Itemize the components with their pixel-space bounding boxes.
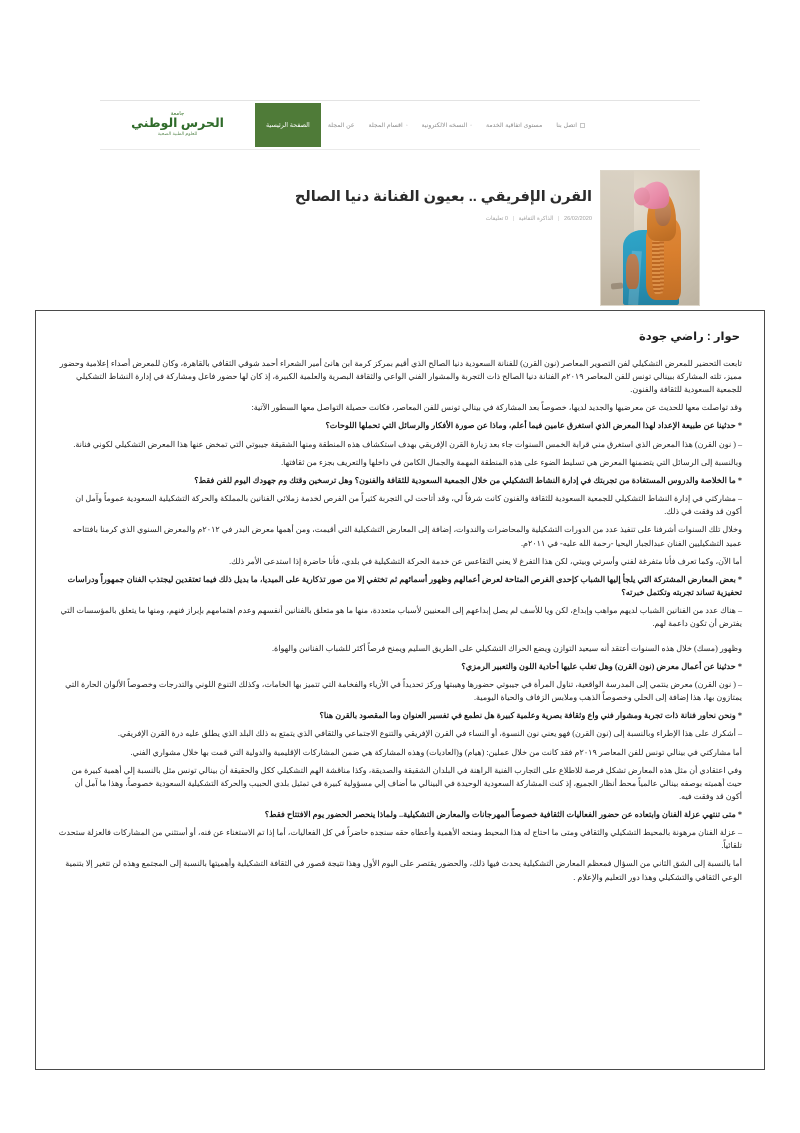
main-navigation <box>255 101 700 149</box>
painting-arm <box>626 254 639 289</box>
nav-item-home[interactable] <box>255 103 321 147</box>
article-paragraph: تابعت التحضير للمعرض التشكيلي لفن التصوير المعاصر (نون القرن) للفنانة السعودية دنيا الصالح الذي أقيم بمركز كرمة ابن هانئ أمير الشعراء أحمد شوقي الثقافي بالقاهرة، وكان للمعرض أصداء إعلامية وحضور مميز، تلته المشاركة ببينالي تونس للفن المعاصر ٢٠١٩م الفنانة دنيا الصالح ذات التجربة والمشوار الفني الواعي والثقافة البصرية والعلمية الكبيرة، إذ كان لها حضور فاعل ومشاركة في إدارة النشاط التشكيلي للجمعية السعودية للثقافة والفنون. <box>59 359 742 395</box>
nav-item-sections[interactable] <box>362 101 415 149</box>
article-paragraph: – عزلة الفنان مرهونة بالمحيط التشكيلي والثقافي ومتى ما احتاج له هذا المحيط ومنحه الأهمية وأعطاه حقه سنجده حاضراً في كل الفعاليات، أما إذا تم الاستغناء عن فنه، أو أستثني من المشاركات فالعزلة ستحدث تلقائياً. <box>58 828 742 851</box>
nav-item-sla[interactable] <box>479 101 549 149</box>
article-paragraph: وفي اعتقادي أن مثل هذه المعارض تشكل فرصة للاطلاع على التجارب الفنية الراهنة في البلدان الشقيقة والصديقة، وكذا مناقشة الهم التشكيلي ككل والحقيقة أن بينالي تونس مثل بالنسبة إلي أهمية كبيرة من حيث أهميته بوصفه بينالي عالمياً محط أنظار الجميع، إذ كنت المشاركة السعودية الوحيدة في البينالي ما أضاف إلي مسؤولية كبيرة في تمثيل بلدي الحبيب والحركة التشكيلية السعودية خصوصاً، وهذا ما آمل أن أكون قد وفقت فيه. <box>71 765 742 801</box>
article-header <box>100 168 700 313</box>
article-meta <box>114 216 592 222</box>
article-header-text <box>100 168 592 222</box>
chevron-down-icon: ▫ <box>405 123 408 129</box>
article-thumbnail-wrap <box>592 168 700 306</box>
article-byline: حوار : راضي جودة <box>639 331 740 343</box>
nav-item-label: الصفحة الرئيسية <box>266 122 310 129</box>
square-icon <box>580 123 585 128</box>
logo-subtitle: للعلوم الطبية الصحية <box>157 130 198 136</box>
logo-main-text: الحرس الوطني <box>131 116 224 131</box>
article-paragraph: وقد تواصلت معها للحديث عن معرضيها والجديد لديها، خصوصاً بعد المشاركة في بينالي تونس للفن المعاصر، فكانت حصيلة التواصل معها السطور الآتية: <box>251 403 742 413</box>
article-paragraph: – مشاركتي في إدارة النشاط التشكيلي للجمعية السعودية للثقافة والفنون كانت شرفاً لي، وقد أتاحت لي التجربة كثيراً من الفرص لخدمة زملائي الفنانين بالمملكة والحركة التشكيلية السعودية عموماً وآمل ان أكون قد وفقت في ذلك. <box>75 494 742 517</box>
nav-item-electronic-edition[interactable] <box>414 101 479 149</box>
article-paragraph: وبالنسبة إلى الرسائل التي يتضمنها المعرض هي تسليط الضوء على هذه المنطقة المهمة والجمال الكامن في داخلها والتعريف بجزء من ثقافتها. <box>281 457 742 467</box>
meta-category[interactable]: الذاكرة الثقافية <box>518 215 554 222</box>
article-paragraph: وظهور (مسك) خلال هذه السنوات أعتقد أنه سيعيد التوازن ويضع الحراك التشكيلي على الطريق السليم ويمنح فرصاً أكثر للشباب الفنانين والهواة. <box>271 643 742 653</box>
meta-comments[interactable]: 0 تعليقات <box>485 215 509 222</box>
page-title: القرن الإفريقي .. بعيون الفنانة دنيا الصالح <box>294 189 592 205</box>
article-body <box>58 357 742 884</box>
nav-item-about[interactable] <box>321 101 362 149</box>
logo-top-line: جامعة <box>170 110 185 117</box>
nav-item-contact[interactable] <box>549 101 592 149</box>
nav-item-label: النسخه الالكترونية <box>421 121 468 129</box>
article-paragraph: أما مشاركتي في بينالي تونس للفن المعاصر ٢٠١٩م فقد كانت من خلال عملين: (هيام) و(العاديات) وهذه المشاركة هي ضمن المشاركات الإقليمية والدولية التي قمت بها خلال مشواري الفني. <box>130 747 742 757</box>
site-logo[interactable] <box>100 101 255 149</box>
nav-item-label: اقسام المجلة <box>368 121 403 129</box>
article-paragraph: – أشكرك على هذا الإطراء وبالنسبة إلى (نون القرن) فهو يعني نون النسوة، أو النساء في القرن الإفريقي والتنوع الاجتماعي والثقافي الذي يتمتع به ذلك البلد الذي يطلق عليه درة القرن الإفريقي. <box>117 729 742 739</box>
article-paragraph: وخلال تلك السنوات أشرفنا على تنفيذ عدد من الدورات التشكيلية والمحاضرات والندوات، إضافة إلى المعارض التشكيلية التي أقيمت، ومن أهمها معرض البدر في ٢٠١٢م والمعرض السنوي الذي كرمنا بافتتاحه عميد التشكيليين الفنان عبدالجبار اليحيا -رحمة الله عليه- في ٢٠١١م. <box>72 525 742 548</box>
meta-separator: | <box>557 215 560 222</box>
article-question: * ما الخلاصة والدروس المستفادة من تجربتك في إدارة النشاط التشكيلي من خلال الجمعية السعودية للثقافة والفنون؟ وهل ترسخين وقتك وم جهودك اليوم للفن فقط؟ <box>194 475 742 485</box>
article-thumbnail[interactable] <box>600 170 700 306</box>
article-paragraph: – ( نون القرن) هذا المعرض الذي استغرق مني قرابة الخمس السنوات جاء بعد زيارة القرن الإفريقي بهدف استكشاف هذه المنطقة ومنها الشقيقة جيبوتي التي تمخض عنها هذا المعرض التشكيلي لكوني فنانة. <box>73 439 742 449</box>
chevron-down-icon: ▫ <box>470 123 473 129</box>
nav-item-label: اتصل بنا <box>556 121 577 129</box>
article-paragraph: أما الآن، وكما تعرف فأنا متفرغة لفني وأسرتي وبيتي، لكن هذا التفرغ لا يعني التقاعس عن خدمة الحركة التشكيلية في بلدي، فأنا حاضرة إذا استدعى الأمر ذلك. <box>229 556 742 566</box>
article-paragraph: – ( نون القرن) معرض ينتمي إلى المدرسة الواقعية، تناول المرأة في جيبوتي حضورها وهيبتها وركز تحديداً في الأزياء والفخامة التي تتميز بها الخامات، وكذلك التنوع اللوني والتدرجات وخصوصاً الألوان الحارة التي يمتازون بها، هذا إضافة إلى الحلي وخصوصاً الذهب وملابس الزفاف والحياة اليومية. <box>65 679 742 703</box>
article-content-card <box>35 310 765 1070</box>
nav-item-label: عن المجلة <box>327 121 355 129</box>
nav-item-label: مستوى اتفاقية الخدمة <box>486 121 543 129</box>
painting-signature <box>611 282 624 289</box>
article-question: * ونحن نحاور فنانة ذات تجربة ومشوار فني واع وثقافة بصرية وعلمية كبيرة هل نطمع في تفسير العنوان وما المقصود بالقرن هنا؟ <box>319 711 742 721</box>
site-header <box>100 100 700 150</box>
meta-separator: | <box>512 215 515 222</box>
article-question: * حدثينا عن طبيعة الإعداد لهذا المعرض الذي استغرق عامين فيما أعلم، وماذا عن صورة الأفكار والرسائل التي تحملها اللوحات؟ <box>325 421 742 431</box>
article-question: * متى تنتهي عزلة الفنان وابتعاده عن حضور الفعاليات الثقافية خصوصاً المهرجانات والمعارض التشكيلية.. ولماذا ينحصر الحضور يوم الافتتاح فقط؟ <box>264 809 742 819</box>
meta-date: 26/02/2020 <box>564 215 592 222</box>
article-question: * حدثينا عن أعمال معرض (نون القرن) وهل تغلب عليها أحادية اللون والتعبير الرمزي؟ <box>461 661 742 671</box>
logo-text-group <box>131 112 224 137</box>
article-paragraph: – هناك عدد من الفنانين الشباب لديهم مواهب وإبداع، لكن ويا للأسف لم يصل إبداعهم إلى المعنيين لأسباب متعددة، منها ما هو متعلق بالفنانين أنفسهم وعدم اهتمامهم بإبراز فنهم، ومنها ما يتعلق بالمؤسسات التي يفترض أن تكون داعمة لهم. <box>60 606 742 629</box>
article-paragraph: أما بالنسبة إلى الشق الثاني من السؤال فمعظم المعارض التشكيلية يحدث فيها ذلك، والحضور يقتصر على اليوم الأول وهذا نتيجة قصور في الثقافة التشكيلية وأهميتها بالنسبة إلى المجتمع وهذه لن تتغير إلا بتنمية الوعي الثقافي والتشكيلي وهذا دور التعليم والإعلام . <box>65 859 742 882</box>
article-question: * بعض المعارض المشتركة التي يلجأ إليها الشباب كإحدى الفرص المتاحة لعرض أعمالهم وظهور أسمائهم ثم تختفي إلا من صور تذكارية على الميديا، ما بديل ذلك فيما تعتقدين ليجتذب الفنان جمهوراً ودراسات تحفيزية تساند تجربته وتكتمل خبرته؟ <box>67 574 742 598</box>
